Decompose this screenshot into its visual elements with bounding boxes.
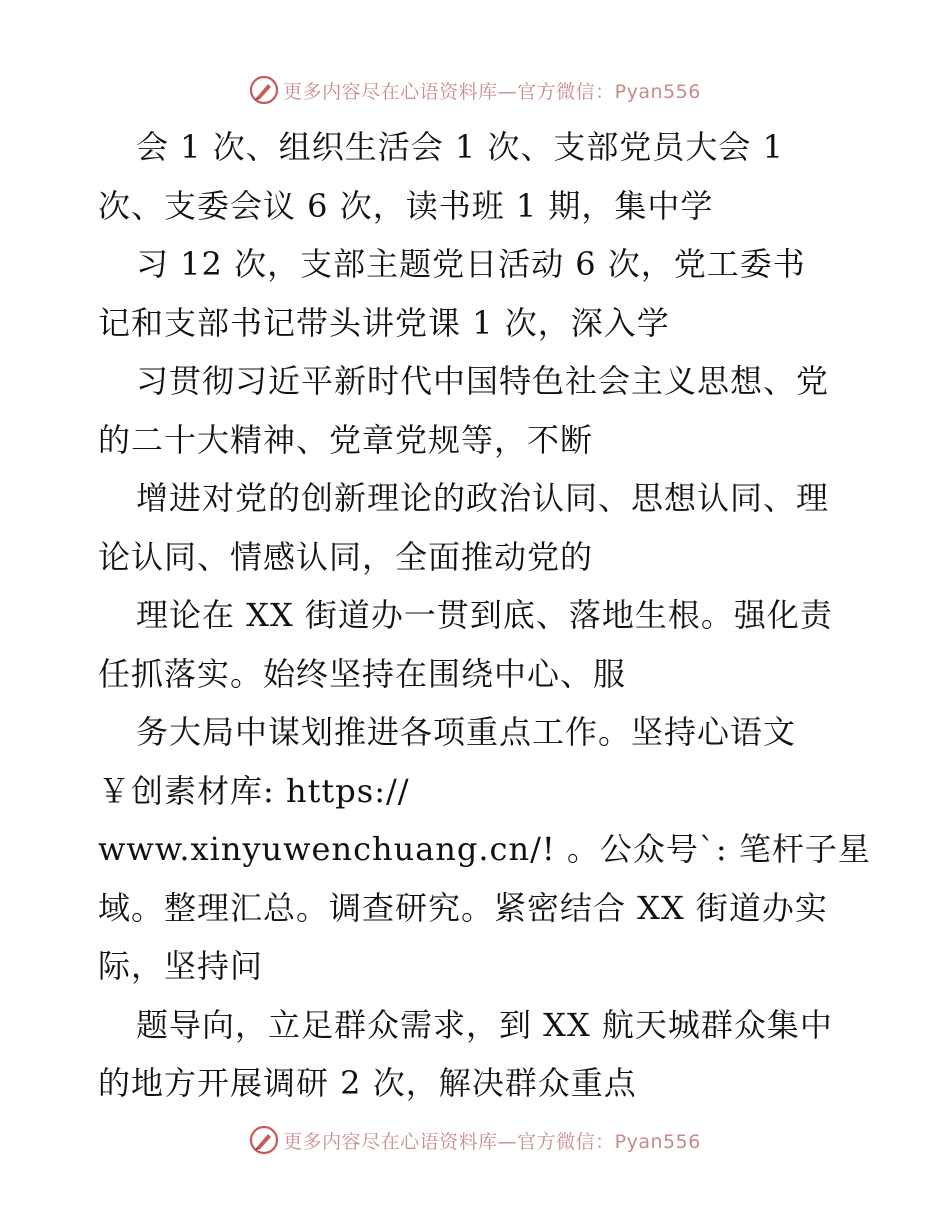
header-banner <box>0 70 950 110</box>
body-line: 习 12 次，支部主题党日活动 6 次，党工委书 <box>136 245 806 283</box>
body-line: 际，坚持问 <box>98 947 264 985</box>
body-line: 题导向，立足群众需求，到 XX 航天城群众集中 <box>136 1005 833 1044</box>
body-line: 任抓落实。始终坚持在围绕中心、服 <box>98 654 627 693</box>
body-line: 会 1 次、组织生活会 1 次、支部党员大会 1 <box>136 128 784 166</box>
header-banner-text: 更多内容尽在心语资料库—官方微信：Pyan556 <box>283 80 701 103</box>
body-line: 务大局中谋划推进各项重点工作。坚持心语文 <box>136 713 797 751</box>
body-line: 域。整理汇总。调查研究。紧密结合 XX 街道办实 <box>98 888 828 927</box>
body-line: 的地方开展调研 2 次，解决群众重点 <box>98 1064 637 1102</box>
body-line: 习贯彻习近平新时代中国特色社会主义思想、党 <box>136 362 830 400</box>
document-body <box>98 118 871 1113</box>
footer-banner-text: 更多内容尽在心语资料库—官方微信：Pyan556 <box>283 1130 701 1153</box>
body-line: 理论在 XX 街道办一贯到底、落地生根。强化责 <box>136 596 833 634</box>
body-line: 记和支部书记带头讲党课 1 次，深入学 <box>98 303 670 342</box>
body-line: 论认同、情感认同，全面推动党的 <box>98 537 594 576</box>
footer-banner <box>0 1120 950 1160</box>
body-line: www.xinyuwenchuang.cn/! 。公众号`: 笔杆子星 <box>98 830 871 868</box>
body-line: 增进对党的创新理论的政治认同、思想认同、理 <box>136 479 830 517</box>
pen-logo-icon <box>249 1125 279 1155</box>
pen-logo-icon <box>249 75 279 105</box>
body-line: 的二十大精神、党章党规等，不断 <box>98 420 594 459</box>
body-line: ￥创素材库: https:// <box>98 771 410 810</box>
body-line: 次、支委会议 6 次，读书班 1 期，集中学 <box>98 186 714 225</box>
